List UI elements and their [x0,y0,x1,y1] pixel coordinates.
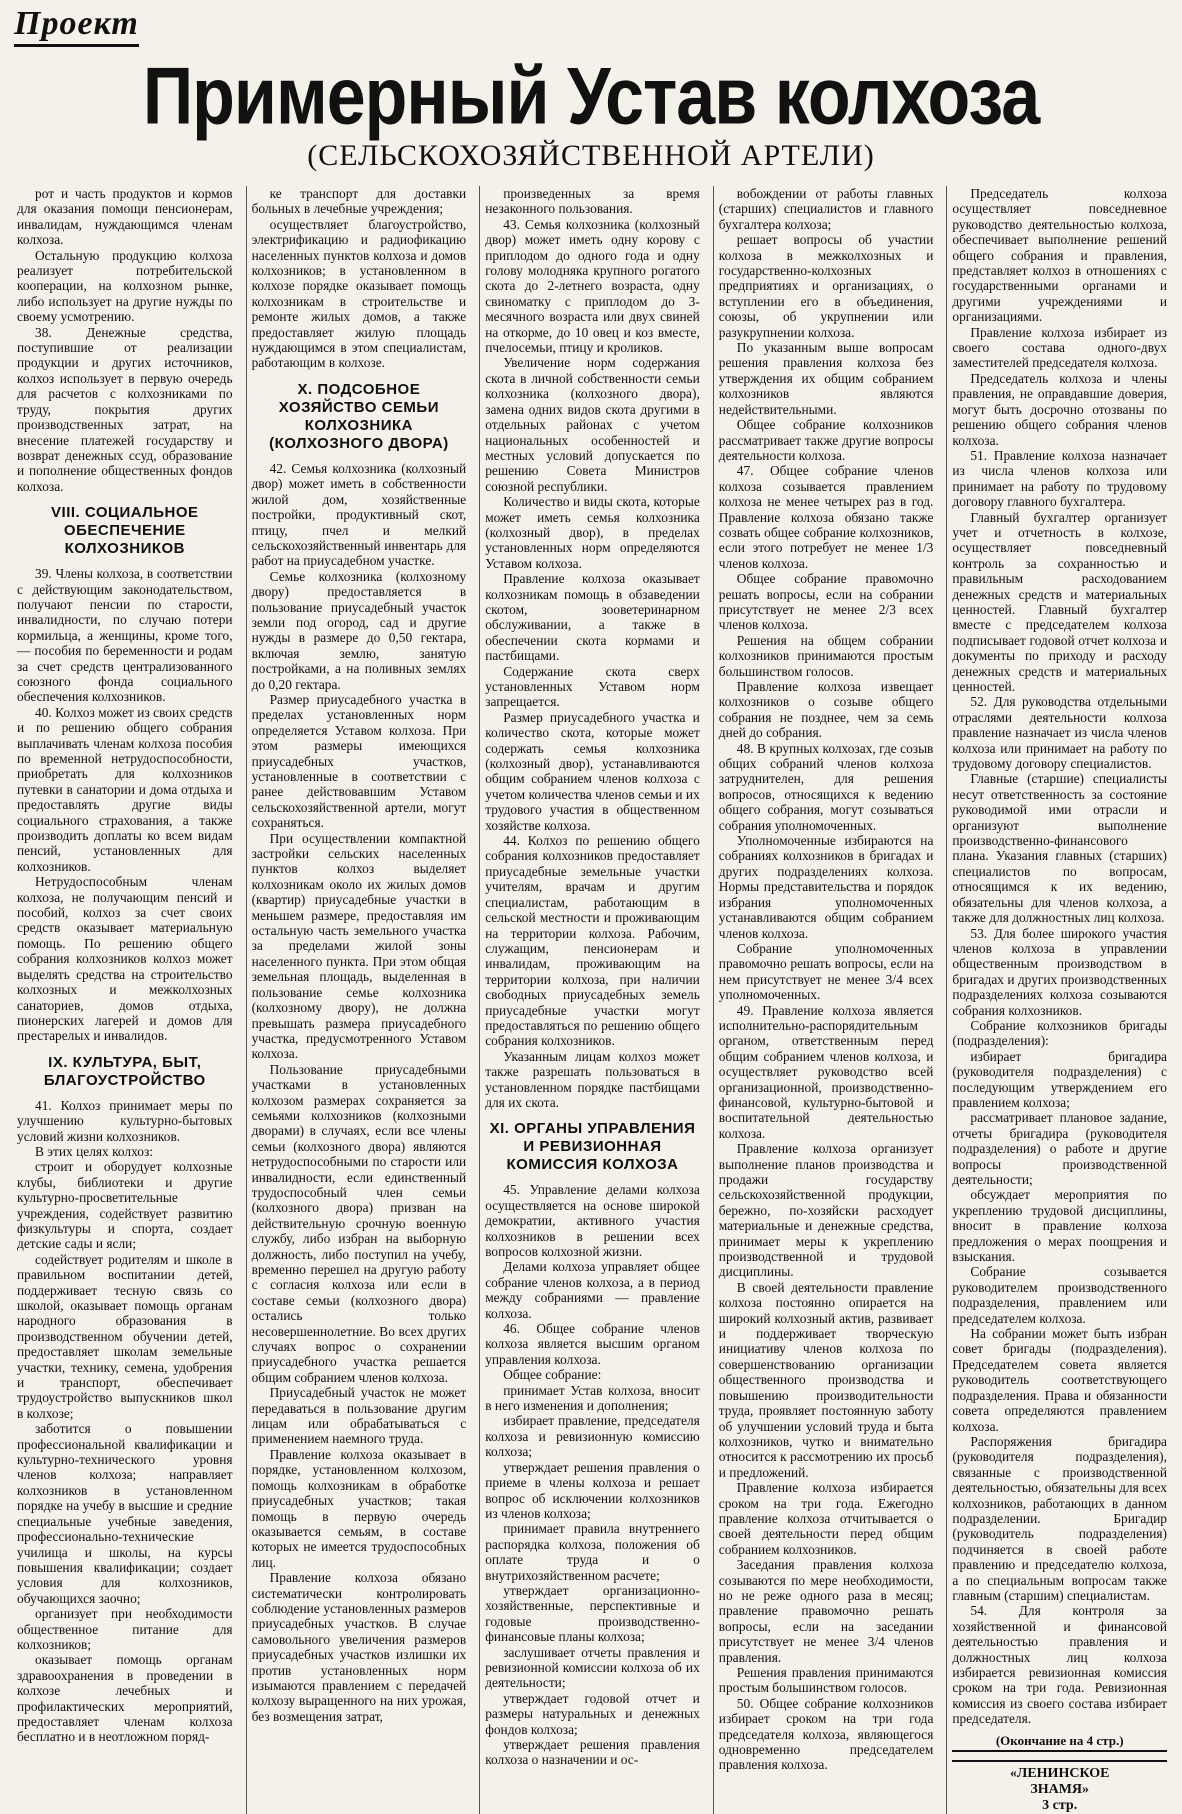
paragraph: организует при необходимости общественное питание для колхозников; [17,1606,233,1652]
paragraph: 45. Управление делами колхоза осуществляется на основе широкой демократии, активного участия колхозников в решении всех вопросов колхозной жизни. [485,1182,700,1259]
paragraph: Главный бухгалтер организует учет и отчетность в колхозе, осуществляет повседневный контроль за сохранностью и правильным расходованием денежных средств и материальных ценностей. Главный бухгалтер вместе с председателем колхоза подписывает годовой отчет колхоза и документы по приходу и расходу денежных средств и материальных ценностей. [952,509,1167,694]
paragraph: Правление колхоза организует выполнение планов производства и продажи государству сельскохозяйственной продукции, бережно, по-хозяйски расходует материальные и денежные средства, принимает меры к укреплению производственной и трудовой дисциплины. [718,1141,934,1280]
paragraph: Указанным лицам колхоз может также разрешать пользоваться в установленном порядке пастбищами для их скота. [485,1048,700,1110]
paragraph: Распоряжения бригадира (руководителя подразделения), связанные с производственной деятельностью, обязательны для всех колхозников, работающих в данном подразделении. Бригадир (руководитель подразделения) подчиняется в своей работе правлению и председателю колхоза, а по специальным вопросам также главным (старшим) специалистам. [952,1433,1167,1603]
paragraph: Общее собрание правомочно решать вопросы, если на собрании присутствует не менее 2/3 всех членов колхоза. [718,571,934,633]
paragraph: 41. Колхоз принимает меры по улучшению культурно-бытовых условий жизни колхозников. [17,1097,233,1144]
page-number: 3 стр. [1042,1798,1078,1814]
paragraph: По указанным выше вопросам решения правления колхоза без утверждения их общим собранием колхозников являются недействительными. [718,340,934,417]
paragraph: Заседания правления колхоза созываются по мере необходимости, но не реже одного раза в месяц; правление правомочно решать вопросы, если на заседании присутствует не менее 3/4 членов правления. [718,1557,934,1665]
paragraph: 39. Члены колхоза, в соответствии с действующим законодательством, получают пенсии по старости, инвалидности, по случаю потери кормильца, а женщины, кроме того,— пособия по беременности и родам за счет средств централизованного союзного фонда социального обеспечения колхозников. [17,566,233,705]
paragraph: Председатель колхоза и члены правления, не оправдавшие доверия, могут быть досрочно отозваны по решению общего собрания членов колхоза. [952,370,1167,448]
paragraph: утверждает организационно-хозяйственные, перспективные и годовые производственно-финансовые планы колхоза; [485,1582,700,1645]
paragraph: избирает правление, председателя колхоза и ревизионную комиссию колхоза; [485,1413,700,1460]
paragraph: 38. Денежные средства, поступившие от реализации продукции и других источников, колхоз использует в первую очередь для расчетов с колхозниками по труду, покрытия других производственных затрат, на внесение платежей государству и возврат денежных ссуд, образование и пополнение общественных фондов колхоза. [17,324,233,494]
paragraph: 54. Для контроля за хозяйственной и финансовой деятельностью правления и должностных лиц колхоза избирается ревизионная комиссия сроком на три года. Ревизионная комиссия из своего состава избирает председателя. [952,1603,1167,1727]
paragraph: рот и часть продуктов и кормов для оказания помощи пенсионерам, инвалидам, нуждающимся членам колхоза. [17,186,233,248]
paragraph: При осуществлении компактной застройки сельских населенных пунктов колхоз выделяет колхозникам около их жилых домов (квартир) приусадебные участки в меньшем размере, предоставляя им остальную часть земельного участка за пределами жилой зоны населенного пункта. При этом общая земельная площадь, выделенная в пользование семье колхозника (колхозному двору), не должна превышать размера приусадебного участка, предусмотренного Уставом колхоза. [251,830,467,1062]
section-heading: X. ПОДСОБНОЕ ХОЗЯЙСТВО СЕМЬИ КОЛХОЗНИКА (КОЛХОЗНОГО ДВОРА) [269,380,449,452]
paragraph: Председатель колхоза осуществляет повседневное руководство деятельностью колхоза, обеспечивает выполнение решений общего собрания и правления, представляет колхоз в отношениях с государственными органами и другими учреждениями и организациями. [952,186,1167,325]
paragraph: утверждает годовой отчет и размеры натуральных и денежных фондов колхоза; [485,1690,700,1737]
paragraph: заслушивает отчеты правления и ревизионной комиссии колхоза об их деятельности; [485,1644,700,1691]
paragraph: 52. Для руководства отдельными отраслями деятельности колхоза правление назначает из числа членов колхоза или принимает на работу по трудовому договору специалистов. [952,694,1167,772]
paragraph: Решения правления принимаются простым большинством голосов. [718,1665,934,1696]
paragraph: 47. Общее собрание членов колхоза созывается правлением колхоза не менее четырех раз в год. Правление колхоза обязано также созвать общее собрание колхозников, если этого потребует не менее 1/3 членов колхоза. [718,463,934,571]
paragraph: Размер приусадебного участка в пределах установленных норм определяется Уставом колхоза. При этом размеры имеющихся приусадебных участков, установленные в соответствии с ранее действовавшим Уставом сельскохозяйственной артели, могут сохраняться. [251,691,467,831]
paragraph: 46. Общее собрание членов колхоза является высшим органом управления колхоза. [485,1321,700,1367]
section-heading: XI. ОРГАНЫ УПРАВЛЕНИЯ И РЕВИЗИОННАЯ КОМИССИЯ КОЛХОЗА [489,1120,696,1174]
paragraph: Размер приусадебного участка и количество скота, которые может содержать семья колхозника (колхозный двор), устанавливаются общим собранием членов колхоза с учетом количества членов семьи и их трудового участия в общественном хозяйстве колхоза. [485,709,700,833]
paragraph: осуществляет благоустройство, электрификацию и радиофикацию населенных пунктов колхоза и домов колхозников; в установленном в колхозе порядке оказывает помощь колхозникам в строительстве и ремонте жилых домов, а также предоставляет жилую площадь нуждающимся в этом специалистам, работающим в колхозе. [251,216,467,371]
paragraph: Семье колхозника (колхозному двору) предоставляется в пользование приусадебный участок земли под огород, сад и другие нужды в размере до 0,50 гектара, включая землю, занятую постройками, а на поливных землях до 0,20 гектара. [251,568,467,692]
paragraph: 49. Правление колхоза является исполнительно-распорядительным органом, ответственным перед общим собранием членов колхоза, и осуществляет руководство всей организационной, производственно-финансовой, культурно-бытовой и воспитательной деятельностью колхоза. [718,1002,934,1141]
paragraph: В своей деятельности правление колхоза постоянно опирается на широкий колхозный актив, развивает и поддерживает творческую инициативу членов колхоза по совершенствованию организации общественного производства и повышению производительности труда, проявляет постоянную заботу об улучшении условий труда и быта колхозников, чутко и внимательно относится к рассмотрению их просьб и предложений. [718,1279,934,1480]
article-columns [12,186,1172,1814]
paragraph: утверждает решения правления о приеме в члены колхоза и решает вопрос об исключении колхозников из членов колхоза; [485,1459,700,1521]
paragraph: утверждает решения правления колхоза о назначении и ос- [485,1737,700,1768]
paragraph: Общее собрание: [503,1367,602,1383]
paragraph: Правление колхоза извещает колхозников о созыве общего собрания не позднее, чем за семь дней до собрания. [718,679,934,741]
column-4 [713,186,939,1814]
paragraph: Решения на общем собрании колхозников принимаются простым большинством голосов. [718,632,934,679]
paragraph: 50. Общее собрание колхозников избирает сроком на три года председателя колхоза, являющегося одновременно председателем правления колхоза. [718,1695,934,1773]
masthead-line: ЗНАМЯ» [1030,1782,1090,1798]
paragraph: 53. Для более широкого участия членов колхоза в управлении общественным производством в бригадах и других производственных подразделениях колхоза созываются собрания колхозников. [952,925,1167,1018]
paragraph: Содержание скота сверх установленных Уставом норм запрещается. [485,663,700,710]
paragraph: Правление колхоза избирает из своего состава одного-двух заместителей председателя колхоза. [952,324,1167,371]
paragraph: Приусадебный участок не может передаваться в пользование другим лицам или обрабатываться с применением наемного труда. [251,1385,467,1447]
paragraph: 40. Колхоз может из своих средств и по решению общего собрания выплачивать членам колхоза пособия по временной нетрудоспособности, приобретать для колхозников путевки в санатории и дома отдыха и предоставлять другие виды социального страхования, а также производить доплаты ко всем видам пенсий, установленных для колхозников. [17,704,233,874]
draft-label: Проект [14,4,139,47]
paragraph: Главные (старшие) специалисты несут ответственность за состояние руководимой ими отрасли и организуют выполнение производственно-финансового плана. Указания главных (старших) специалистов по вопросам, относящимся к их ведению, обязательны для членов колхоза, а также для должностных лиц колхоза. [952,771,1167,926]
paragraph: 43. Семья колхозника (колхозный двор) может иметь одну корову с приплодом до одного года и одну голову молодняка крупного рогатого скота до 2-летнего возраста, одну свиноматку с приплодом до 3-месячного возраста или двух свиней на откорме, до 10 овец и коз вместе, пчелосемьи, птицу и кроликов. [485,216,700,356]
paragraph: произведенных за время незаконного пользования. [485,186,700,217]
paragraph: Собрание созывается руководителем производственного подразделения, правлением или председателем колхоза. [952,1264,1167,1326]
newspaper-masthead [952,1760,1167,1814]
paragraph: Уполномоченные избираются на собраниях колхозников в бригадах и других подразделениях колхоза. Нормы представительства и порядок избрания уполномоченных устанавливаются общим собранием членов колхоза. [718,833,934,941]
paragraph: ке транспорт для доставки больных в лечебные учреждения; [251,186,467,217]
paragraph: 51. Правление колхоза назначает из числа членов колхоза или принимает на работу по трудовому договору главного бухгалтера. [952,447,1167,510]
paragraph: Правление колхоза избирается сроком на три года. Ежегодно правление колхоза отчитывается о своей деятельности перед общим собранием колхозников. [718,1480,934,1557]
column-3 [479,186,705,1814]
paragraph: Остальную продукцию колхоза реализует потребительской кооперации, на колхозном рынке, либо использует на другие нужды по своему усмотрению. [17,247,233,325]
paragraph: рассматривает плановое задание, отчеты бригадира (руководителя подразделения) о работе и другие вопросы производственной деятельности; [952,1110,1167,1187]
paragraph: оказывает помощь органам здравоохранения в проведении в колхозе лечебных и профилактических мероприятий, предоставляет членам колхоза бесплатно и в неотложном поряд- [17,1652,233,1745]
section-heading: IX. КУЛЬТУРА, БЫТ, БЛАГОУСТРОЙСТВО [43,1053,206,1089]
paragraph: Правление колхоза оказывает в порядке, установленном колхозом, помощь колхозникам в обработке приусадебных участков; такая помощь в первую очередь оказывается семьям, в составе которых не имеется трудоспособных лиц. [251,1446,467,1570]
paragraph: Нетрудоспособным членам колхоза, не получающим пенсий и пособий, колхоз за счет своих средств оказывает материальную помощь. По решению общего собрания колхозников колхоз может выделять средства на строительство колхозных и межколхозных санаториев, домов отдыха, пионерских лагерей и домов для престарелых и инвалидов. [17,874,233,1044]
paragraph: избирает бригадира (руководителя подразделения) с последующим утверждением его правлением колхоза; [952,1048,1167,1110]
paragraph: Правление колхоза оказывает колхозникам помощь в обзаведении скотом, зооветеринарном обслуживании, а также в обеспечении скота кормами и пастбищами. [485,571,700,664]
paragraph: решает вопросы об участии колхоза в межколхозных и государственно-колхозных предприятиях и организациях, о вступлении его в объединения, союзы, об укрупнении или разукрупнении колхоза. [718,232,934,340]
continuation-note: (Окончание на 4 стр.) [952,1733,1167,1752]
paragraph: 44. Колхоз по решению общего собрания колхозников предоставляет приусадебные земельные участки учителям, врачам и другим специалистам, работающим в сельской местности и проживающим на территории колхоза. Рабочим, служащим, пенсионерам и инвалидам, проживающим на территории колхоза, при наличии свободных приусадебных земель приусадебные участки могут предоставляться по решению общего собрания колхозников. [485,833,700,1049]
column-1 [12,186,238,1814]
paragraph: строит и оборудует колхозные клубы, библиотеки и другие культурно-просветительные учреждения, содействует развитию физкультуры и спорта, создает детские сады и ясли; [17,1159,233,1252]
paragraph: Увеличение норм содержания скота в личной собственности семьи колхозника (колхозного двора), замена одних видов скота другими в отдельных районах с учетом национальных особенностей и местных условий допускается по решению Совета Министров союзной республики. [485,355,700,494]
page-subtitle: (СЕЛЬСКОХОЗЯЙСТВЕННОЙ АРТЕЛИ) [307,139,875,172]
paragraph: принимает Устав колхоза, вносит в него изменения и дополнения; [485,1382,700,1414]
paragraph: заботится о повышении профессиональной квалификации и культурно-технического уровня членов колхоза; направляет колхозников в установленном порядке на учебу в высшие и средние специальные учебные заведения, профессионально-технические училища и школы, на курсы повышения квалификации; создает условия для колхозников, обучающихся заочно; [17,1421,233,1606]
paragraph: На собрании может быть избран совет бригады (подразделения). Председателем совета является руководитель соответствующего подразделения. Права и обязанности совета определяются правлением колхоза. [952,1326,1167,1434]
paragraph: вобождении от работы главных (старших) специалистов и главного бухгалтера колхоза; [718,186,934,232]
paragraph: Количество и виды скота, которые может иметь семья колхозника (колхозный двор), в пределах установленных норм определяются Уставом колхоза. [485,494,700,571]
section-heading: VIII. СОЦИАЛЬНОЕ ОБЕСПЕЧЕНИЕ КОЛХОЗНИКОВ [51,504,199,558]
masthead-line: «ЛЕНИНСКОЕ [1009,1766,1110,1782]
paragraph: содействует родителям и школе в правильном воспитании детей, поддерживает тесную связь со школой, оказывает помощь органам народного образования в производственном обучении детей, предоставляет школам земельные участки, технику, семена, удобрения и транспорт, обеспечивает трудоустройство выпускников школ в колхозе; [17,1251,233,1421]
column-5 [946,186,1172,1814]
paragraph: Общее собрание колхозников рассматривает также другие вопросы деятельности колхоза. [718,417,934,463]
paragraph: Пользование приусадебными участками в установленных колхозом размерах сохраняется за семьями колхозников (колхозными дворами) в случаях, если все члены семьи (колхозного двора) являются нетрудоспособными по старости или инвалидности, если единственный трудоспособный член семьи (колхозного двора) призван на действительную срочную военную службу, либо избран на выборную должность, либо поступил на учебу, временно перешел на другую работу с согласия колхоза или если в составе семьи (колхозного двора) остались только несовершеннолетние. Во всех других случаях вопрос о сохранении приусадебного участка решается общим собранием членов колхоза. [251,1061,467,1385]
paragraph: Собрание колхозников бригады (подразделения): [952,1017,1167,1049]
page-title: Примерный Устав колхоза [142,51,1040,141]
paragraph: обсуждает мероприятия по укреплению трудовой дисциплины, вносит в правление колхоза предложения о мерах поощрения и взыскания. [952,1187,1167,1265]
paragraph: принимает правила внутреннего распорядка колхоза, положения об оплате труда и о внутрихозяйственном расчете; [485,1521,700,1583]
paragraph: 42. Семья колхозника (колхозный двор) может иметь в собственности жилой дом, хозяйственные постройки, продуктивный скот, птицу, пчел и мелкий сельскохозяйственный инвентарь для работ на приусадебном участке. [251,460,467,569]
paragraph: В этих целях колхоз: [35,1143,153,1159]
paragraph: 48. В крупных колхозах, где созыв общих собраний членов колхоза затруднителен, для решения вопросов, относящихся к ведению общего собрания, могут созываться собрания уполномоченных. [718,740,934,833]
paragraph: Делами колхоза управляет общее собрание членов колхоза, а в период между собраниями — правление колхоза. [485,1259,700,1321]
paragraph: Правление колхоза обязано систематически контролировать соблюдение установленных размеров приусадебных участков. В случае самовольного увеличения размеров приусадебных участков излишки их против установленных норм изымаются правлением с передачей колхозу выращенного на них урожая, без возмещения затрат, [251,1570,467,1724]
paragraph: Собрание уполномоченных правомочно решать вопросы, если на нем присутствует не менее 3/4 всех уполномоченных. [718,940,934,1003]
column-2 [246,186,472,1814]
